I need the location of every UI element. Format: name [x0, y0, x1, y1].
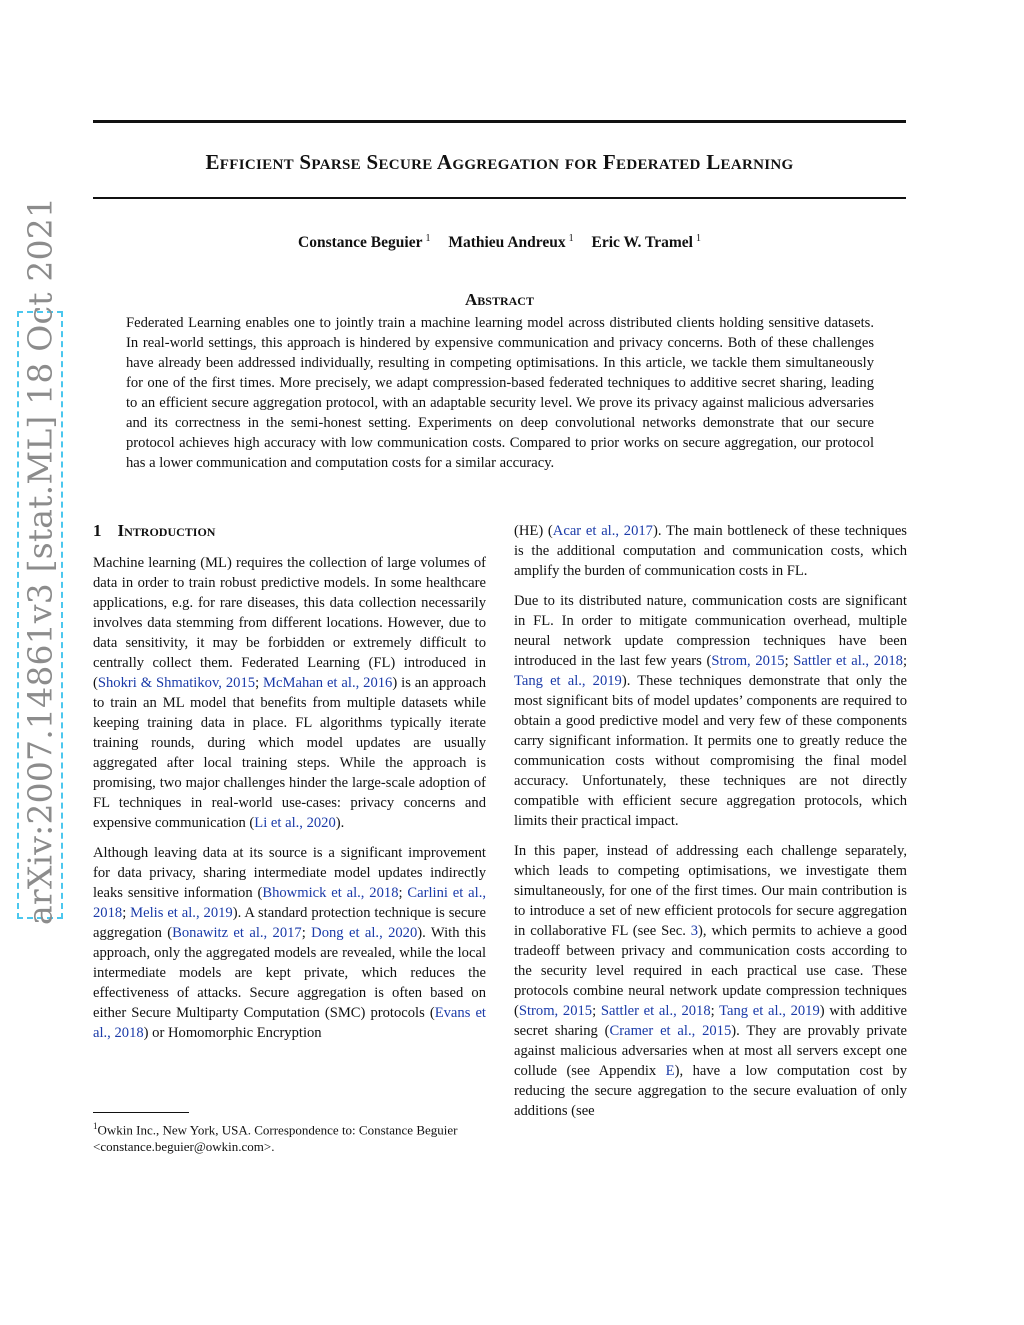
text-run: ;: [398, 885, 408, 901]
appendix-reference-link[interactable]: E: [665, 1063, 675, 1079]
affiliation-mark: 1: [695, 233, 701, 244]
text-run: ) with additive secret sharing (: [514, 1003, 908, 1039]
text-run: Due to its distributed nature, communication costs are significant in FL. In order to mitigate communication overhead, multiple neural network update compression techniques have been introduced in the last few years (: [514, 593, 907, 669]
section-title: Introduction: [117, 521, 216, 540]
text-run: ;: [902, 653, 907, 669]
citation-link[interactable]: Evans et al., 2018: [93, 1005, 486, 1041]
text-run: ). These techniques demonstrate that only the most significant bits of model updates’ components are required to obtain a good predictive model and very few of these components carry significant information. It permits one to greatly reduce the communication costs without compromising the final model accuracy. Unfortunately, these techniques are not directly compatible with efficient secure aggregation protocols, which limits their practical impact.: [514, 673, 907, 829]
citation-link[interactable]: Sattler et al., 2018: [600, 1003, 711, 1019]
footnote-text: Owkin Inc., New York, USA. Correspondence to: Constance Beguier <constance.beguier@owkin.com>.: [93, 1122, 458, 1155]
text-run: ;: [255, 675, 264, 691]
citation-link[interactable]: Acar et al., 2017: [552, 523, 653, 539]
author-name: Mathieu Andreux: [448, 234, 566, 252]
citation-link[interactable]: McMahan et al., 2016: [263, 675, 393, 691]
footnote: [93, 1118, 486, 1155]
intro-paragraph-1: [93, 553, 486, 833]
text-run: (HE) (: [514, 523, 553, 539]
section-heading-introduction: [93, 521, 486, 541]
section-number: 1: [93, 521, 102, 540]
title-rule-top: [93, 120, 906, 123]
intro-paragraph-5: [514, 841, 907, 1121]
author-name: Eric W. Tramel: [591, 234, 693, 252]
intro-paragraph-3: [514, 521, 907, 581]
author-name: Constance Beguier: [298, 234, 423, 252]
citation-link[interactable]: Shokri & Shmatikov, 2015: [97, 675, 256, 691]
arxiv-stamp[interactable]: arXiv:2007.14861v3 [stat.ML] 18 Oct 2021: [20, 196, 60, 925]
footnote-mark: 1: [93, 1121, 98, 1131]
citation-link[interactable]: Sattler et al., 2018: [793, 653, 903, 669]
author-1: [298, 234, 430, 251]
text-run: ).: [335, 815, 345, 831]
citation-link[interactable]: Strom, 2015: [518, 1003, 593, 1019]
author-2: [448, 234, 573, 251]
text-run: In this paper, instead of addressing each challenge separately, which leads to competing optimisations, we investigate them simultaneously, for one of the first times. Our main contribution is to introduce a set of new efficient protocols for secure aggregation in collaborative FL (see Sec.: [514, 843, 907, 939]
citation-link[interactable]: Strom, 2015: [711, 653, 785, 669]
citation-link[interactable]: Bonawitz et al., 2017: [172, 925, 302, 941]
text-run: ), have a low computation cost by reducing the secure aggregation to the secure evaluation of only additions (see: [514, 1063, 907, 1119]
author-list: [93, 233, 906, 252]
text-run: ;: [710, 1003, 720, 1019]
text-run: ) or Homomorphic Encryption: [143, 1025, 322, 1041]
text-run: ;: [784, 653, 794, 669]
left-column: [93, 521, 486, 1053]
text-run: ). With this approach, only the aggregated models are revealed, while the local intermediate models are kept private, which reduces the effectiveness of attacks. Secure aggregation is often based on either Secure Multiparty Computation (SMC) protocols (: [93, 925, 486, 1021]
text-run: ;: [301, 925, 312, 941]
intro-paragraph-2: [93, 843, 486, 1043]
affiliation-mark: 1: [568, 233, 574, 244]
text-run: ). They are provably private against malicious adversaries when at most all servers except one collude (see Appendix: [514, 1023, 907, 1079]
citation-link[interactable]: Melis et al., 2019: [130, 905, 233, 921]
text-run: ;: [592, 1003, 601, 1019]
text-run: ). The main bottleneck of these techniques is the additional computation and communication costs, which amplify the burden of communication costs in FL.: [514, 523, 907, 579]
text-run: ;: [122, 905, 131, 921]
citation-link[interactable]: Cramer et al., 2015: [609, 1023, 732, 1039]
citation-link[interactable]: Li et al., 2020: [254, 815, 336, 831]
intro-paragraph-4: [514, 591, 907, 831]
text-run: ) is an approach to train an ML model that benefits from multiple datasets while keeping training data in place. FL algorithms typically iterate training rounds, during which model updates are usually aggregated after local training steps. While the approach is promising, two major challenges hinder the large-scale adoption of FL techniques in real-world use-cases: privacy concerns and expensive communication (: [93, 675, 486, 831]
citation-link[interactable]: Bhowmick et al., 2018: [262, 885, 399, 901]
title-rule-bottom: [93, 197, 906, 199]
paper-title: Efficient Sparse Secure Aggregation for Federated Learning: [205, 150, 794, 174]
text-run: Although leaving data at its source is a significant improvement for data privacy, sharing intermediate model updates indirectly leaks sensitive information (: [93, 845, 486, 901]
citation-link[interactable]: Carlini et al., 2018: [93, 885, 486, 921]
abstract-text: Federated Learning enables one to jointly train a machine learning model across distributed clients holding sensitive datasets. In real-world settings, this approach is hindered by expensive communication and privacy concerns. Both of these challenges have already been addressed individually, resulting in competing optimisations. In this article, we tackle them simultaneously for one of the first times. More precisely, we adapt compression-based federated techniques to additive secret sharing, leading to an efficient secure aggregation protocol, with an adaptable security level. We prove its privacy against malicious adversaries and its correctness in the semi-honest setting. Experiments on deep convolutional networks demonstrate that our secure protocol achieves high accuracy with low communication costs. Compared to prior works on secure aggregation, our protocol has a lower communication and computation costs for a similar accuracy.: [126, 315, 874, 471]
text-run: ), which permits to achieve a good tradeoff between privacy and communication costs according to the security level required in each practical use case. These protocols combine neural network update compression techniques (: [514, 923, 907, 1019]
affiliation-mark: 1: [425, 233, 431, 244]
abstract-heading: Abstract: [465, 290, 534, 309]
right-column: [514, 521, 907, 1131]
author-3: [591, 234, 700, 251]
citation-link[interactable]: Dong et al., 2020: [311, 925, 418, 941]
text-run: ). A standard protection technique is secure aggregation (: [93, 905, 486, 941]
text-run: Machine learning (ML) requires the collection of large volumes of data in order to train robust predictive models. In some healthcare applications, e.g. for rare diseases, this data collection necessarily involves data stemming from different locations. However, due to data sensitivity, it may be forbidden or extremely difficult to centrally collect them. Federated Learning (FL) introduced in (: [93, 555, 486, 691]
footnote-rule: [93, 1112, 189, 1113]
section-reference-link[interactable]: 3: [690, 923, 699, 939]
citation-link[interactable]: Tang et al., 2019: [514, 673, 622, 689]
citation-link[interactable]: Tang et al., 2019: [719, 1003, 820, 1019]
